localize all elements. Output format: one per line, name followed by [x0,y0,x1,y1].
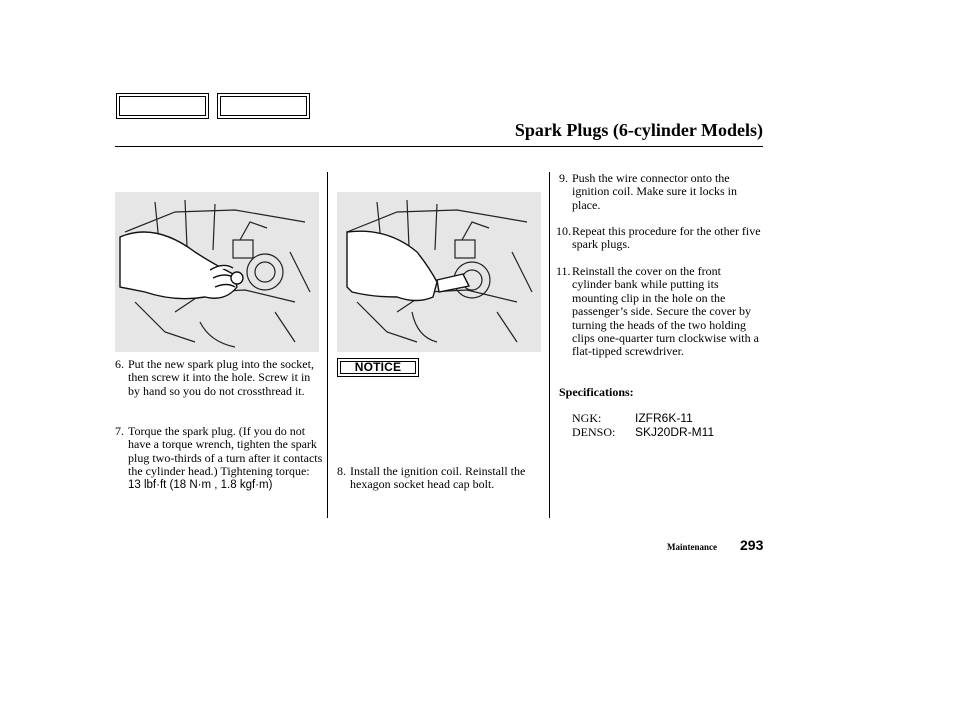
step-6 [115,358,325,398]
step-text: Repeat this procedure for the other five spark plugs. [572,224,761,252]
step-text: Torque the spark plug. (If you do not have a torque wrench, tighten the spark plug two-thirds of a turn after it contacts the cylinder head.) Tightening torque: [128,424,323,479]
specifications-heading: Specifications: [559,385,634,399]
spec-brand: NGK: [572,411,602,425]
step-11 [556,265,763,359]
step-number: 8. [337,464,346,478]
page-number: 293 [740,537,764,553]
torque-value: 13 lbf·ft (18 N·m , 1.8 kgf·m) [128,478,273,491]
spark-plug-install-illustration [115,192,319,352]
step-number: 10. [556,224,571,238]
nav-tab-button-1[interactable] [116,93,209,119]
step-text: Reinstall the cover on the front cylinder bank while putting its mounting clip in the hole on the passenger’s side. Secure the cover by turning the heads of the two holding clips one-quarter turn clockwise with a flat-tipped screwdriver. [572,264,759,359]
notice-badge: NOTICE [337,358,419,377]
step-8 [337,465,542,492]
spec-row [572,411,693,426]
spec-row [572,425,714,440]
column-divider-1 [327,172,328,518]
spec-part: IZFR6K-11 [635,411,693,425]
step-text: Put the new spark plug into the socket, then screw it into the hole. Screw it in by hand so you do not crossthread it. [128,357,314,398]
spark-plug-torque-illustration [337,192,541,352]
title-rule [115,146,763,147]
footer-section: Maintenance [667,542,717,552]
nav-tab-button-2[interactable] [217,93,310,119]
step-7 [115,425,325,492]
step-10 [556,225,763,252]
step-text: Push the wire connector onto the ignition coil. Make sure it locks in place. [572,171,737,212]
spec-part: SKJ20DR-M11 [635,425,715,439]
page-title: Spark Plugs (6-cylinder Models) [514,120,763,140]
step-number: 7. [115,424,124,438]
step-9 [559,172,763,212]
column-divider-2 [549,172,550,518]
step-number: 11. [556,264,571,278]
step-number: 9. [559,171,568,185]
step-text: Install the ignition coil. Reinstall the hexagon socket head cap bolt. [350,464,526,492]
spec-brand: DENSO: [572,425,616,439]
step-number: 6. [115,357,124,371]
